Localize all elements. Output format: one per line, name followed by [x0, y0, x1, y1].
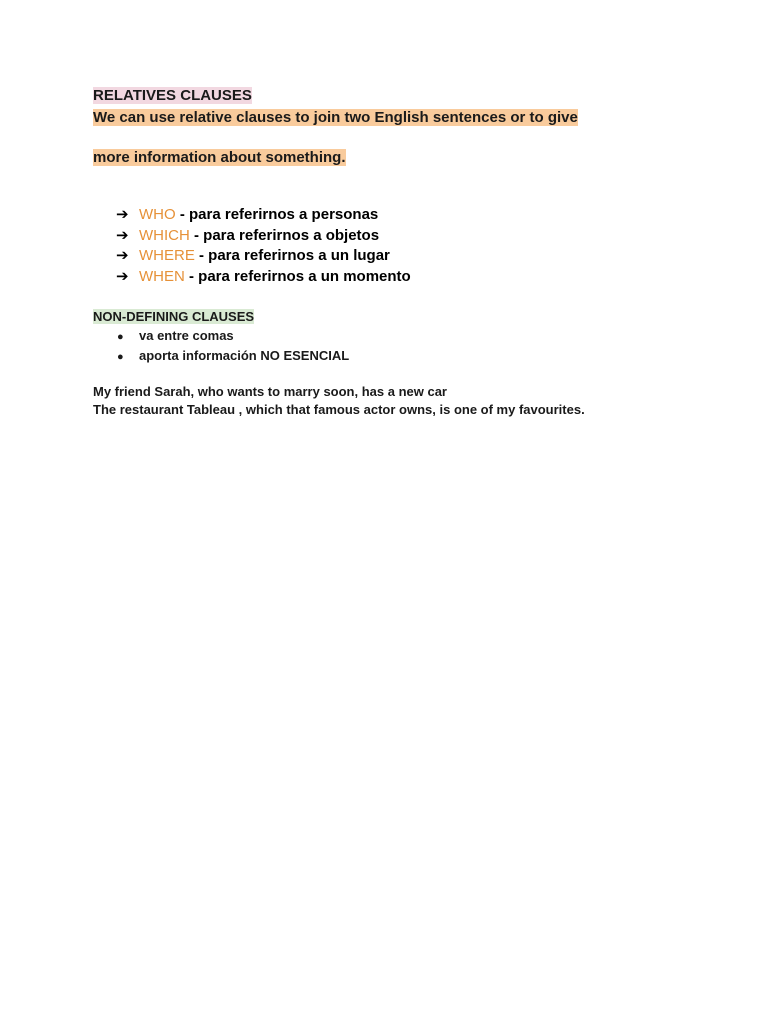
- list-item-text: va entre comas: [139, 328, 234, 343]
- pronoun-item-which: [116, 226, 713, 247]
- non-defining-heading: [93, 309, 713, 325]
- non-defining-heading-text: NON-DEFINING CLAUSES: [93, 309, 255, 324]
- list-item: [117, 347, 713, 367]
- intro-text-1: We can use relative clauses to join two English sentences or to give: [93, 109, 578, 126]
- pronoun-description: - para referirnos a personas: [175, 206, 379, 223]
- pronoun-keyword: WHICH: [139, 226, 190, 244]
- intro-line-1: [93, 108, 713, 128]
- pronoun-list: [93, 205, 713, 287]
- pronoun-description: - para referirnos a objetos: [189, 226, 380, 244]
- list-item-text: aporta información NO ESENCIAL: [139, 347, 350, 363]
- example-sentence-2: The restaurant Tableau , which that famous actor owns, is one of my favourites.: [93, 402, 585, 417]
- pronoun-keyword: WHERE: [139, 247, 195, 264]
- list-item: [117, 327, 713, 347]
- document-page: [93, 86, 713, 419]
- pronoun-item-who: [116, 205, 713, 226]
- title-text: RELATIVES CLAUSES: [93, 87, 252, 104]
- arrow-right-icon: ➔: [116, 226, 129, 244]
- document-title: [93, 86, 713, 106]
- example-sentence-1: My friend Sarah, who wants to marry soon, has a new car: [93, 384, 447, 399]
- pronoun-description: - para referirnos a un momento: [184, 267, 411, 285]
- bullet-icon: ●: [117, 331, 124, 343]
- pronoun-keyword: WHEN: [139, 267, 185, 285]
- non-defining-list: [93, 327, 713, 366]
- arrow-right-icon: ➔: [116, 206, 129, 223]
- examples-block: [93, 383, 713, 419]
- pronoun-description: - para referirnos a un lugar: [194, 247, 390, 264]
- intro-line-2: [93, 148, 713, 168]
- arrow-right-icon: ➔: [116, 247, 129, 264]
- pronoun-keyword: WHO: [139, 206, 176, 223]
- bullet-icon: ●: [117, 350, 124, 363]
- pronoun-item-when: [116, 267, 713, 288]
- intro-text-2: more information about something.: [93, 149, 346, 166]
- pronoun-item-where: [116, 246, 713, 267]
- arrow-right-icon: ➔: [116, 267, 129, 285]
